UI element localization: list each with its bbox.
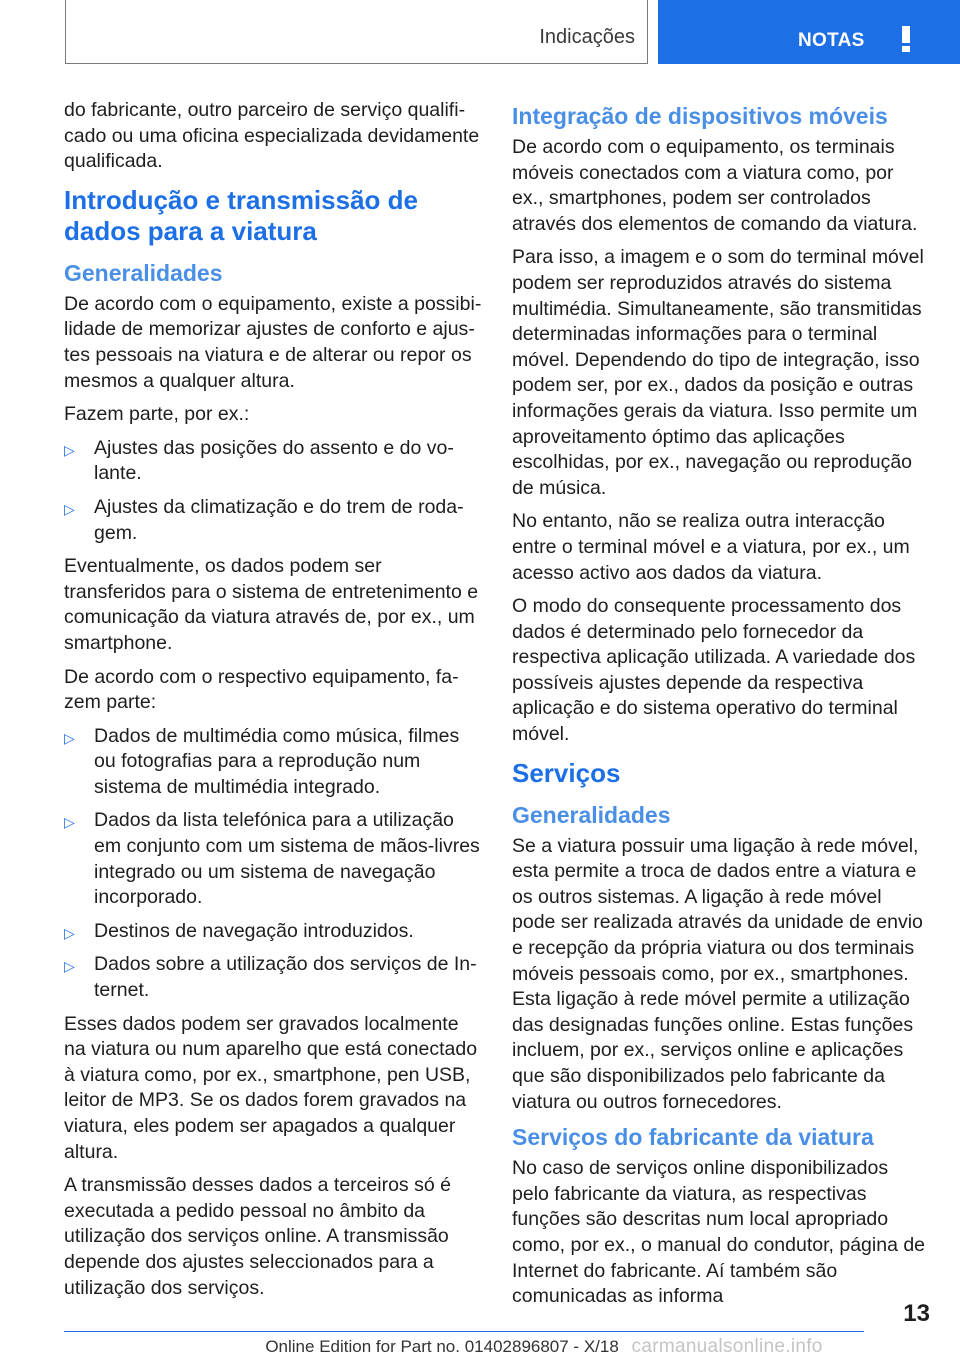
list-item: ▷ Destinos de navegação introduzidos. [64, 919, 482, 945]
paragraph: Fazem parte, por ex.: [64, 403, 250, 426]
list-item: ▷ Dados de multimédia como música, filmes ou fotografias para a reprodução num sistema de multimédia integrado. [64, 724, 460, 798]
triangle-bullet-icon: ▷ [64, 814, 75, 831]
triangle-bullet-icon: ▷ [64, 441, 75, 458]
list-item: ▷ Dados sobre a utilização dos serviços de Internet. [64, 953, 477, 1002]
footer [0, 1336, 960, 1358]
list-item: ▷ Ajustes da climatização e do trem de rodagem. [64, 495, 464, 544]
triangle-bullet-icon: ▷ [64, 924, 75, 941]
bullet-list [64, 436, 482, 546]
paragraph: De acordo com o equipamento, existe a possibilidade de memorizar ajustes de conforto e ajustes pessoais na viatura e de alterar ou repor os mesmos a qualquer altura. [64, 292, 482, 392]
paragraph: Para isso, a imagem e o som do terminal móvel podem ser reproduzidos através do sistema multimédia. Simultaneamente, são transmitidas determinadas informações para o terminal móvel. Dependendo do tipo de integração, isso podem ser, por ex., dados da posição e outras informações gerais da viatura. Isso permite um aproveitamento óptimo das aplicações escolhidas, por ex., navegação ou reprodução de música. [512, 246, 924, 499]
paragraph: No caso de serviços online disponibilizados pelo fabricante da viatura, as respectivas funções são descritas num local apropriado como, por ex., o manual do condutor, página de Internet do fabricante. Aí também são comunicadas as informa [512, 1157, 926, 1308]
section-heading: Serviços [512, 757, 621, 788]
paragraph: A transmissão desses dados a terceiros só é executada a pedido pessoal no âmbito da utilização dos serviços online. A transmissão depende dos ajustes seleccionados para a utilização dos serviços. [64, 1174, 451, 1299]
paragraph: No entanto, não se realiza outra interacção entre o terminal móvel e a viatura, por ex., um acesso activo aos dados da viatura. [512, 510, 910, 584]
paragraph: De acordo com o respectivo equipamento, fazem parte: [64, 665, 459, 714]
paragraph: Esses dados podem ser gravados localmente na viatura ou num aparelho que está conectado à viatura como, por ex., smartphone, pen USB, leitor de MP3. Se os dados forem gravados na viatura, eles podem ser apagados a qualquer altura. [64, 1012, 478, 1163]
exclamation-icon [899, 26, 913, 52]
paragraph: De acordo com o equipamento, os terminais móveis conectados com a viatura como, por ex., smartphones, podem ser controlados através dos elementos de comando da viatura. [512, 136, 918, 235]
section-heading: Introdução e transmissão de dados para a viatura [64, 184, 418, 246]
subsection-heading: Generalidades [64, 259, 223, 286]
page-header [0, 0, 960, 66]
notas-tab [658, 0, 960, 64]
footer-divider [64, 1331, 864, 1332]
list-item: ▷ Dados da lista telefónica para a utilização em conjunto com um sistema de mãos-livres integrado ou um sistema de navegação incorporado. [64, 809, 480, 909]
bullet-list [64, 724, 482, 1004]
notas-tab-label: NOTAS [798, 30, 865, 51]
subsection-heading: Generalidades [512, 801, 671, 828]
page-number: 13 [903, 1300, 930, 1327]
paragraph: Se a viatura possuir uma ligação à rede móvel, esta permite a troca de dados entre a viatura e os outros sistemas. A ligação à rede móvel pode ser realizada através da unidade de envio e recepção da própria viatura ou dos terminais móveis pessoais como, por ex., smartphones. Esta ligação à rede móvel permite a utilização das designadas funções online. Estas funções incluem, por ex., serviços online e aplicações que são disponibilizados pelo fabricante da viatura ou outros fornecedores. [512, 834, 923, 1113]
triangle-bullet-icon: ▷ [64, 958, 75, 975]
paragraph: O modo do consequente processamento dos dados é determinado pelo fornecedor da respectiva aplicação utilizada. A variedade dos possíveis ajustes depende da respectiva aplicação e do sistema operativo do terminal móvel. [512, 595, 916, 746]
left-column [64, 98, 482, 1309]
triangle-bullet-icon: ▷ [64, 729, 75, 746]
subsection-heading: Serviços do fabricante da viatura [512, 1124, 874, 1151]
subsection-heading: Integração de dispositivos móveis [512, 103, 888, 129]
header-section-box [65, 0, 648, 64]
section-title: Indicações [539, 26, 635, 48]
paragraph: Eventualmente, os dados podem ser transferidos para o sistema de entretenimento e comunicação da viatura através de, por ex., um smartphone. [64, 555, 479, 654]
right-column [512, 98, 930, 1318]
paragraph: do fabricante, outro parceiro de serviço qualificado ou uma oficina especializada devidamente qualificada. [64, 99, 480, 173]
watermark-brand: carmanualsonline.info [631, 1336, 823, 1357]
edition-text: Online Edition for Part no. 01402896807 - X/18 [265, 1337, 619, 1356]
list-item: ▷ Ajustes das posições do assento e do volante. [64, 436, 454, 485]
triangle-bullet-icon: ▷ [64, 500, 75, 517]
